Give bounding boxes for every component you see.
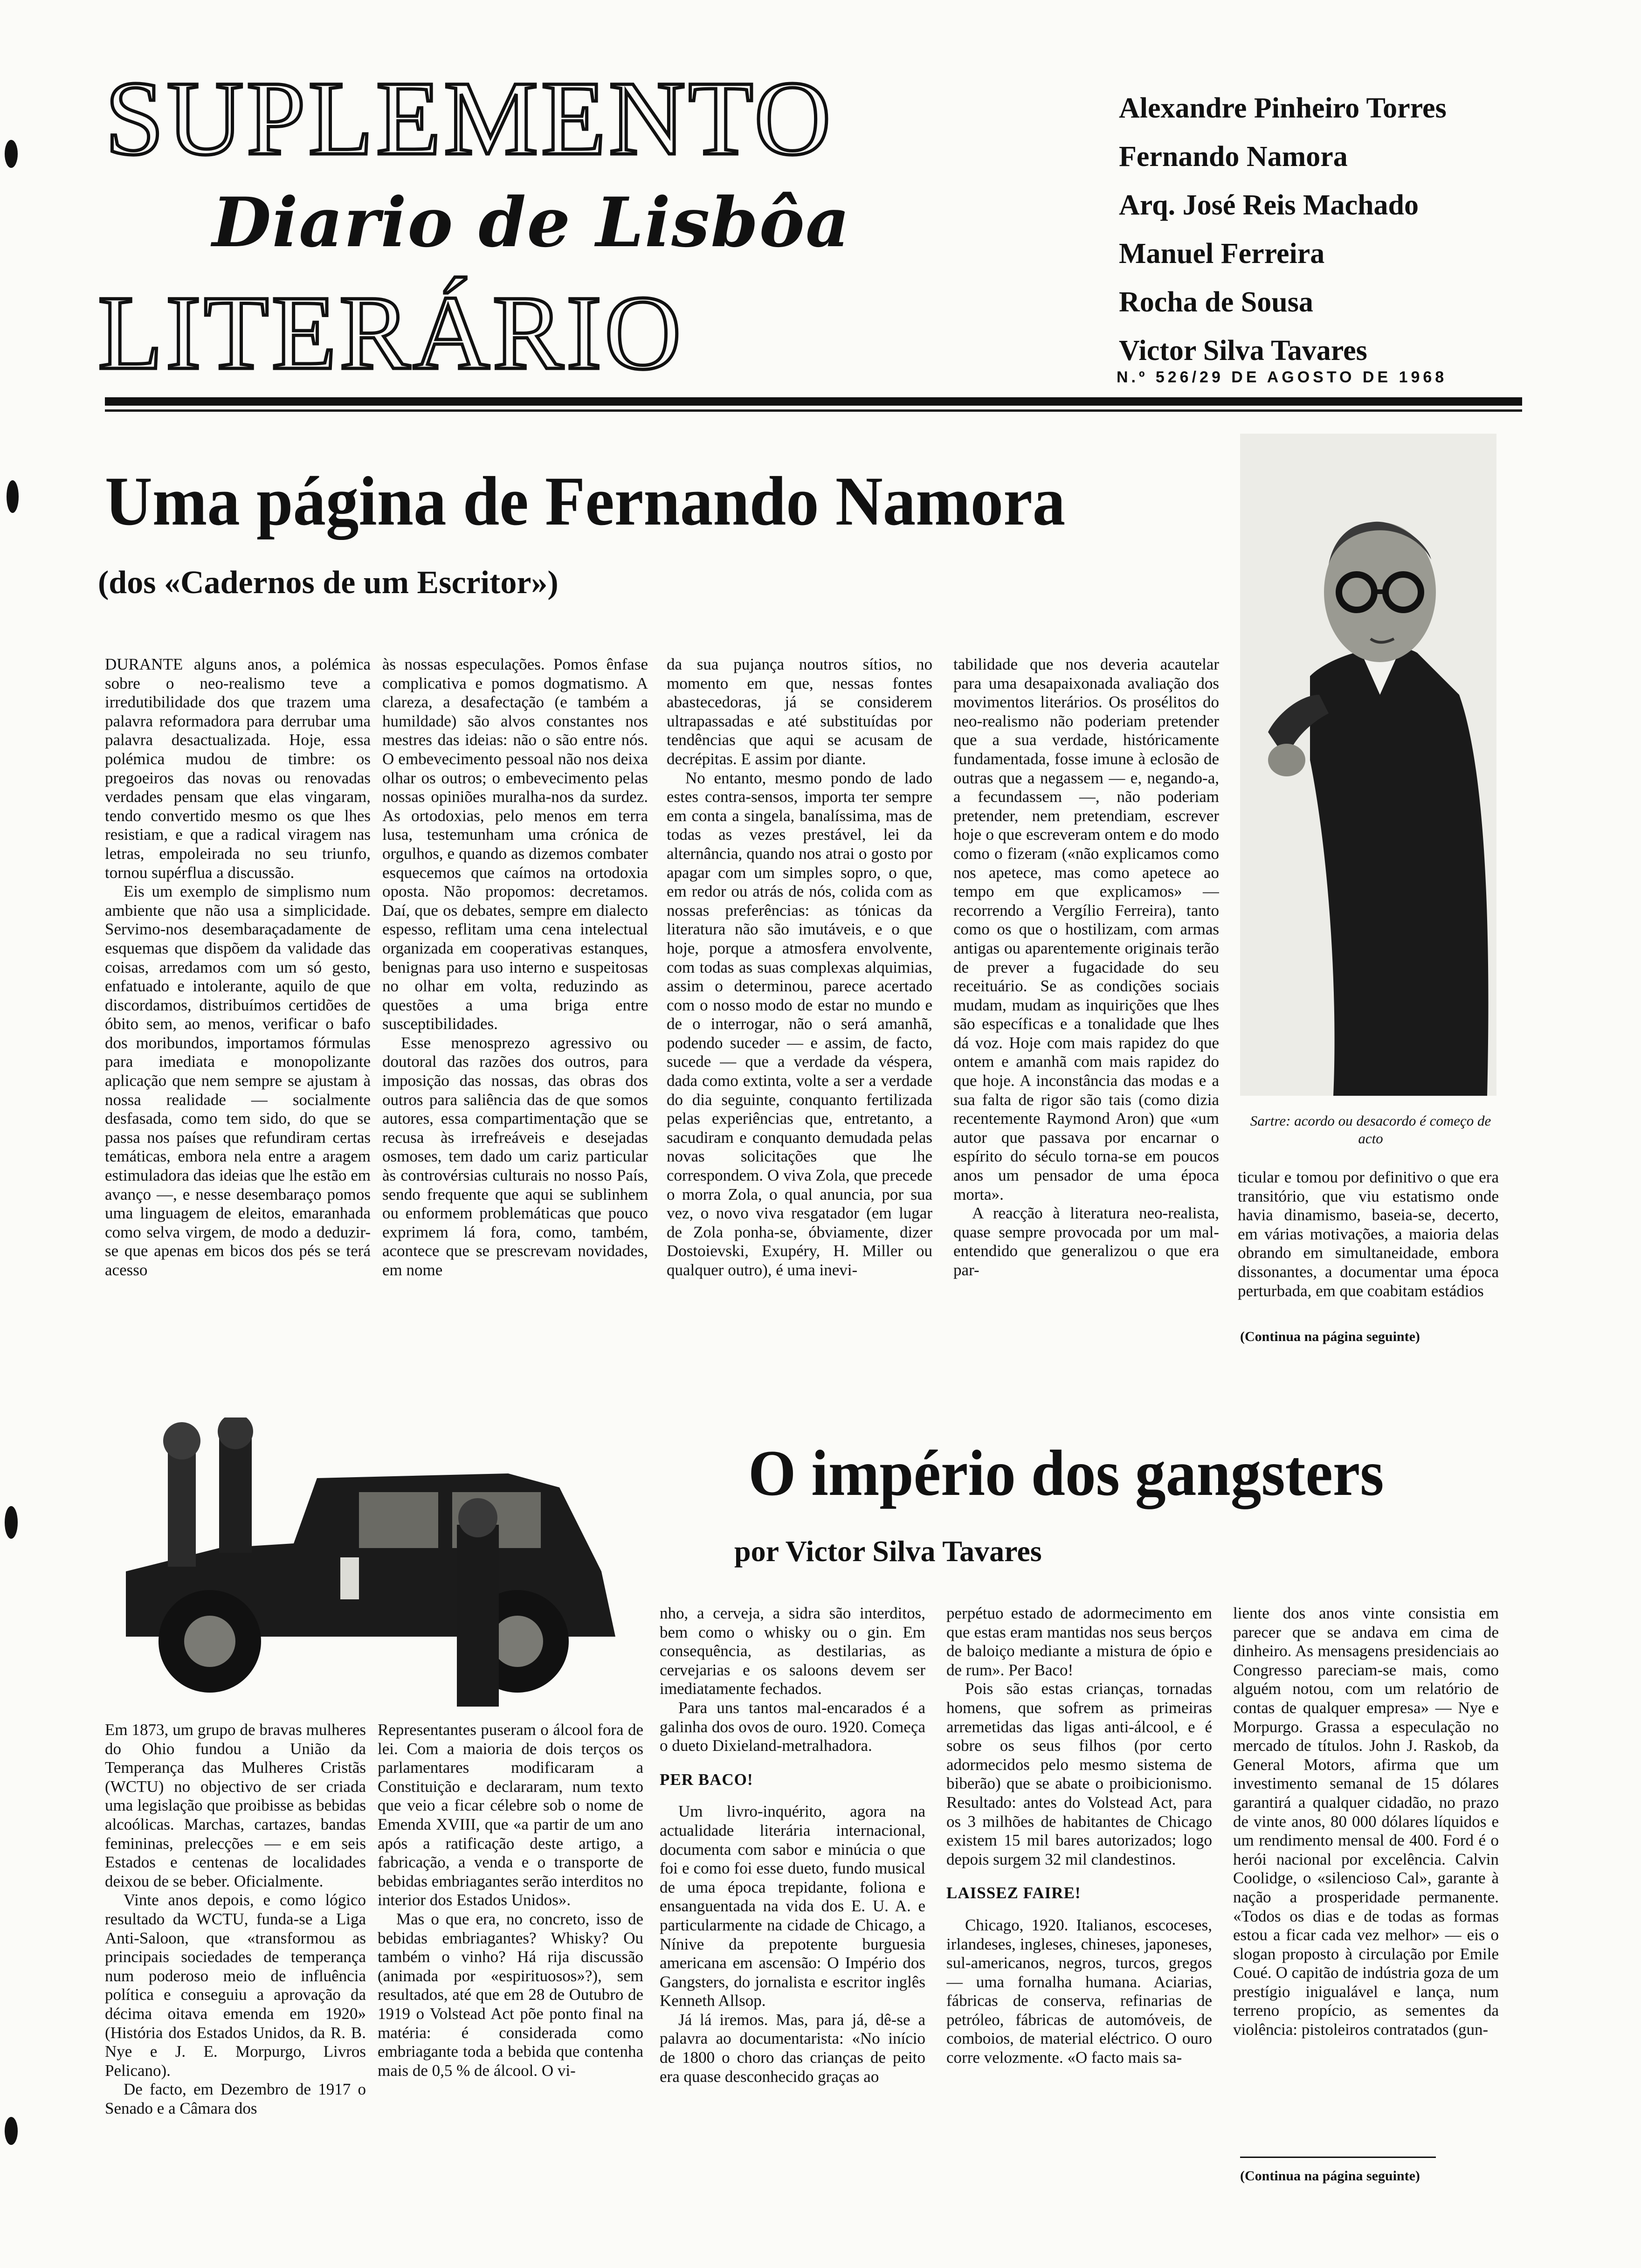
contributor: Rocha de Sousa bbox=[1119, 286, 1313, 318]
paragraph: Esse menosprezo agressivo ou doutoral das razões dos outros, para imposição das nossas, das obras dos outros para saliência das de que somos autores, essa compartimentação que se recusa às irrefreáveis e desejadas osmoses, tem dado um cariz particular às controvérsias culturais no nosso País, sendo frequente que aqui se sublinhem ou enformem problemáticas que pouco exprimem lá fora, como, também, acontece que se prescrevam novidades, em nome bbox=[382, 1033, 648, 1279]
paragraph: De facto, em Dezembro de 1917 o Senado e a Câmara dos bbox=[105, 2080, 366, 2117]
sartre-photo bbox=[1240, 434, 1496, 1096]
masthead-literario: LITERÁRIO bbox=[98, 274, 684, 392]
sartre-figure-image bbox=[1240, 434, 1496, 1096]
article2-column-5 bbox=[1233, 1604, 1499, 2150]
masthead-rule bbox=[105, 397, 1522, 406]
article2-continued-note: (Continua na página seguinte) bbox=[1240, 2168, 1420, 2184]
paragraph: Já lá iremos. Mas, para já, dê-se a palavra ao documentarista: «No início de 1800 o choro das crianças de peito era quase desconhecido graças ao bbox=[660, 2010, 925, 2086]
sartre-photo-caption: Sartre: acordo ou desacordo é começo de acto bbox=[1250, 1113, 1491, 1147]
masthead-rule-thin bbox=[105, 409, 1522, 412]
section-heading-laissez-faire: LAISSEZ FAIRE! bbox=[946, 1884, 1081, 1902]
paragraph: perpétuo estado de adormecimento em que estas eram mantidas nos seus berços de baloiço mediante a mistura de ópio e de rum». Per Baco! bbox=[946, 1604, 1212, 1679]
contributor: Victor Silva Tavares bbox=[1119, 335, 1367, 366]
contributor: Arq. José Reis Machado bbox=[1119, 189, 1419, 221]
punch-hole bbox=[5, 1506, 18, 1539]
contributor: Fernando Namora bbox=[1119, 141, 1348, 173]
paragraph: Representantes puseram o álcool fora de lei. Com a maioria de dois terços os parlamentares modificaram a Constituição e declararam, num texto que veio a ficar célebre sob o nome de Emenda XVIII, que «a partir de um ano após a ratificação deste artigo, a fabricação, a venda e o transporte de bebidas embriagantes serão interditos no interior dos Estados Unidos». bbox=[378, 1721, 643, 1909]
article1-column-5 bbox=[1238, 1168, 1499, 1322]
paragraph: liente dos anos vinte consistia em parecer que se andava em cima de dinheiro. As mensagens presidenciais ao Congresso pareciam-se mais, como alguém notou, com um relatório de contas de qualquer empresa» — Nye e Morpurgo. Grassa a especulação no mercado de títulos. John J. Raskob, da General Motors, afirma que um investimento semanal de 15 dólares garantirá a qualquer cidadão, no prazo de vinte anos, 80 000 dólares líquidos e um rendimento mensal de 400. Ford é o herói nacional por excelência. Calvin Coolidge, o «silencioso Cal», garante à nação a prosperidade permanente. «Todos os dias e de todas as formas estou a ficar cada vez melhor» — eis o slogan proposto à circulação por Emile Coué. O capitão de indústria goza de um prestígio inigualável e lança, num terreno propício, as sementes da violência: pistoleiros contratados (gun- bbox=[1233, 1604, 1499, 2039]
paragraph: Para uns tantos mal-encarados é a galinha dos ovos de ouro. 1920. Começa o dueto Dixieland-metralhadora. bbox=[660, 1698, 925, 1755]
article1-column-1 bbox=[105, 655, 371, 1352]
paragraph: DURANTE alguns anos, a polémica sobre o neo-realismo teve a irredutibilidade dos que trazem uma palavra reformadora para derrubar uma palavra desactualizada. Hoje, essa polémica mudou de timbre: os pregoeiros das novas ou renovadas verdades pensam que elas vingaram, tendo convertido mesmo os que lhes resistiam, e que a radical viragem nas letras, empoleirada no seu triunfo, tornou supérflua a discussão. bbox=[105, 655, 371, 882]
article2-column-3 bbox=[660, 1604, 925, 2210]
paragraph: Pois são estas crianças, tornadas homens, que sofrem as primeiras arremetidas das ligas anti-álcool, e é sobre os seus filhos (por certo adormecidos pelo mesmo sistema de biberão) que se abate o proibicionismo. Resultado: antes do Volstead Act, para os 3 milhões de habitantes de Chicago existem 15 mil bares autorizados; logo depois surgem 32 mil clandestinos. bbox=[946, 1680, 1212, 1868]
article1-column-2 bbox=[382, 655, 648, 1352]
punch-hole bbox=[5, 140, 18, 168]
article2-column-2 bbox=[378, 1721, 643, 2210]
vintage-car-image bbox=[98, 1418, 643, 1716]
paragraph: Vinte anos depois, e como lógico resultado da WCTU, funda-se a Liga Anti-Saloon, que «transformou as principais sociedades de temperança num poderoso meio de influência política e conseguiu a aprovação da décima oitava emenda em 1920» (História dos Estados Unidos, da R. B. Nye e J. E. Morpurgo, Livros Pelicano). bbox=[105, 1891, 366, 2080]
article1-subtitle: (dos «Cadernos de um Escritor») bbox=[98, 565, 558, 601]
article2-column-4 bbox=[946, 1604, 1212, 2210]
paragraph: No entanto, mesmo pondo de lado estes contra-sensos, importa ter sempre em conta a singela, banalíssima, mas de todas as vezes prestável, lei da alternância, quando nos atrai o gosto por apagar com um simples sopro, o que, em redor ou atrás de nós, colida com as nossas preferências: as tónicas da literatura não são imutáveis, e o que hoje, porque a atmosfera envolvente, com todas as suas complexas alquimias, assim o determinou, parece acertado com o nosso modo de estar no mundo e de o interrogar, não o será amanhã, podendo suceder — e assim, de facto, sucede — que a verdade da véspera, dada como extinta, volte a ser a verdade do dia seguinte, conquanto fertilizada pelas experiências que, entretanto, a sacudiram e conquanto demudada pelas novas solicitações que lhe correspondem. O viva Zola, que precede o morra Zola, o qual anuncia, por sua vez, o novo viva resgatador (em lugar de Zola ponha-se, óbviamente, dizer Dostoievski, Exupéry, H. Miller ou qualquer outro), é uma inevi- bbox=[667, 768, 932, 1279]
article2-title: O império dos gangsters bbox=[748, 1437, 1384, 1509]
paragraph: nho, a cerveja, a sidra são interditos, bem como o whisky ou o gin. Em consequência, as destilarias, as cervejarias e os saloons devem ser imediatamente fechados. bbox=[660, 1604, 925, 1698]
masthead-suplemento: SUPLEMENTO bbox=[105, 60, 834, 177]
paragraph: tabilidade que nos deveria acautelar para uma desapaixonada avaliação dos movimentos literários. Os prosélitos do neo-realismo não poderiam pretender que a sua verdade, históricamente fundamentada, fosse imune à eclosão de outras que a negassem — e, negando-a, a fecundassem —, não poderiam pretender, nem pretendiam, escrever hoje o que escreveram ontem e do modo como o fizeram («não explicamos como nos apetece, mas como apetece ao tempo em que explicamos» — recorrendo a Vergílio Ferreira), tanto como os que o hostilizam, com armas antigas ou aparentemente originais terão de prever a fugacidade do seu receituário. Se as condições sociais mudam, mudam as inquirições que lhes são específicas e a tonalidade que lhes dá voz. Hoje com mais rapidez do que ontem e amanhã com mais rapidez do que hoje. A inconstância das modas e a sua falta de rigor são tais (como dizia recentemente Raymond Aron) que «um autor que passava por encarnar o espírito do século torna-se em poucos anos um pensador de uma época morta». bbox=[953, 655, 1219, 1203]
issue-line: N.º 526/29 DE AGOSTO DE 1968 bbox=[1117, 368, 1448, 386]
article1-continued-note: (Continua na página seguinte) bbox=[1240, 1329, 1420, 1344]
contributors-list bbox=[1119, 84, 1585, 375]
paragraph: às nossas especulações. Pomos ênfase complicativa e pomos dogmatismo. A clareza, a desafectação (e também a humildade) são alvos constantes nos mestres das ideias: não o são entre nós. O embevecimento pessoal não nos deixa olhar os outros; o embevecimento pelas nossas opiniões muralha-nos da surdez. As ortodoxias, pelo menos em terra lusa, testemunham uma crónica de orgulhos, e quando as dizemos combater esquecemos que caímos na ortodoxia oposta. Não propomos: decretamos. Daí, que os debates, sempre em dialecto espesso, reflitam uma cena intelectual organizada em cooperativas estanques, benignas para uso interno e suspeitosas no olhar em volta, reduzindo as questões a uma briga entre susceptibilidades. bbox=[382, 655, 648, 1033]
article2-byline: por Victor Silva Tavares bbox=[734, 1535, 1042, 1568]
paragraph: Chicago, 1920. Italianos, escoceses, irlandeses, ingleses, chineses, japoneses, sul-americanos, negros, turcos, gregos — uma fornalha humana. Aciarias, fábricas de conserva, refinarias de petróleo, fábricas de automóveis, de comboios, de material eléctrico. O ouro corre velozmente. «O facto mais sa- bbox=[946, 1915, 1212, 2067]
contributor: Manuel Ferreira bbox=[1119, 238, 1325, 270]
section-heading-per-baco: PER BACO! bbox=[660, 1770, 753, 1789]
article2-column-1 bbox=[105, 1721, 366, 2210]
punch-hole bbox=[7, 480, 19, 513]
paragraph: ticular e tomou por definitivo o que era transitório, que viu estatismo onde havia dinamismo, baseia-se, decerto, em várias motivações, a maioria delas obrando em simultaneidade, embora dissonantes, a documentar uma época perturbada, em que coabitam estádios bbox=[1238, 1168, 1499, 1300]
article1-column-4 bbox=[953, 655, 1219, 1352]
paragraph: A reacção à literatura neo-realista, quase sempre provocada por um mal-entendido que generalizou o que era par- bbox=[953, 1204, 1219, 1279]
paragraph: da sua pujança noutros sítios, no momento em que, nessas fontes abastecedoras, já se considerem ultrapassadas e até substituídas por tendências que aqui se acusam de decrépitas. E assim por diante. bbox=[667, 655, 932, 768]
paragraph: Um livro-inquérito, agora na actualidade literária internacional, documenta com sabor e minúcia o que foi e como foi esse dueto, fundo musical de uma época trepidante, foliona e ensanguentada na vida dos E. U. A. e particularmente na cidade de Chicago, a Nínive da prepotente burguesia americana em ascensão: O Império dos Gangsters, do jornalista e escritor inglês Kenneth Allsop. bbox=[660, 1802, 925, 2010]
punch-hole bbox=[5, 2117, 18, 2145]
masthead-diario-de-lisboa: Diario de Lisbôa bbox=[212, 183, 851, 263]
gangsters-car-photo bbox=[98, 1418, 643, 1716]
article2-end-rule bbox=[1240, 2157, 1436, 2158]
article1-title: Uma página de Fernando Namora bbox=[105, 463, 1066, 540]
paragraph: Mas o que era, no concreto, isso de bebidas embriagantes? Whisky? Ou também o vinho? Há rija discussão (animada por «espirituosos»?), sem resultados, até que em 28 de Outubro de 1919 o Volstead Act põe ponto final na matéria: é considerada como embriagante toda a bebida que contenha mais de 0,5 % de álcool. O vi- bbox=[378, 1909, 643, 2080]
paragraph: Em 1873, um grupo de bravas mulheres do Ohio fundou a União da Temperança das Mulheres Cristãs (WCTU) no objectivo de ser criada uma legislação que proibisse as bebidas alcoólicas. Marchas, cartazes, bandas femininas, prelecções — e em seis Estados e centenas de localidades deixou de se beber. Oficialmente. bbox=[105, 1721, 366, 1890]
article1-column-3 bbox=[667, 655, 932, 1352]
contributor: Alexandre Pinheiro Torres bbox=[1119, 92, 1447, 124]
paragraph: Eis um exemplo de simplismo num ambiente que não usa a simplicidade. Servimo-nos desembaraçadamente de esquemas que dispõem da validade das coisas, arredamos com um só gesto, enfatuado e intolerante, aquilo de que discordamos, distribuímos certidões de óbito sem, ao menos, verificar o bafo dos moribundos, importamos fórmulas para imediata e monopolizante aplicação que nem sempre se ajustam à nossa realidade — socialmente desfasada, como tem sido, do que se passa nos países que refundiram certas temáticas, embora nela entre a aragem estimuladora das ideias que lhe estão em avanço —, e nesse desembaraço pomos uma linguagem de eleitos, emaranhada como selva virgem, de modo a deduzir-se que apenas em bicos dos pés se terá acesso bbox=[105, 882, 371, 1279]
